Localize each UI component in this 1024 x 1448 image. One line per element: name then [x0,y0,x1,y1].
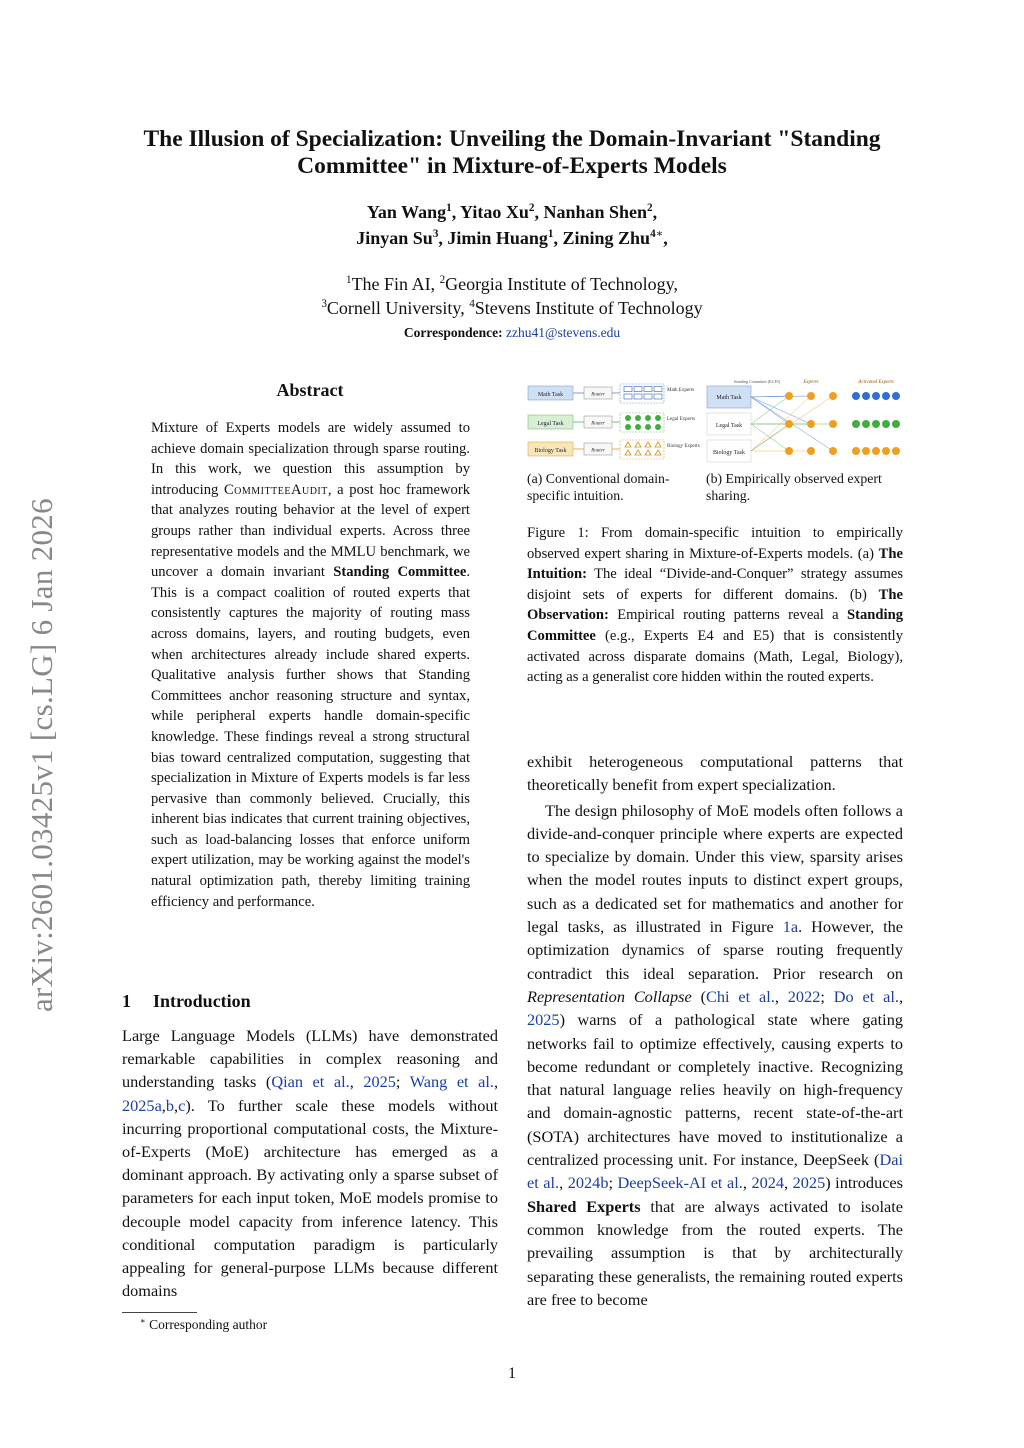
citation-link[interactable]: 2025 [527,1010,560,1030]
affiliation-line-2 [100,296,924,320]
affil-sup: 3 [321,298,327,310]
panel-b-header-activated: Activated Experts [858,380,894,385]
citation-link[interactable]: Dai et al. [527,1150,903,1193]
body-text: , [349,1072,364,1092]
body-text: , [174,1095,179,1115]
italic-term: Representation Collapse [527,986,692,1006]
affil-sup: 1 [345,274,352,286]
abstract-bold-term: Standing Committee [333,564,467,581]
body-text: ; [820,986,834,1006]
footnote-text: Corresponding author [145,1317,268,1332]
correspondence [100,325,924,341]
body-text: ; [395,1072,410,1092]
correspondence-label: Correspondence: [403,325,503,340]
figure-ref-link[interactable]: 1a [782,917,799,937]
panel-a-row-math [528,384,694,403]
body-text: , [559,1173,568,1193]
abstract-heading: Abstract [276,380,344,400]
paragraph-design-philosophy [527,799,903,1312]
author-line-1 [100,199,924,225]
paragraph-continuation: exhibit heterogeneous computational patterns that theoretically benefit from expert specialization. [527,752,903,795]
bold-term: Shared Experts [527,1196,641,1216]
panel-b-header-experts: Experts [803,380,819,385]
author-name: Yitao Xu [460,202,529,222]
caption-bold: Standing Committee [527,607,903,644]
caption-text: Empirical routing patterns reveal a [608,607,848,624]
body-text: Large Language Models (LLMs) have demonstrated remarkable capabilities in complex reasoning and understanding tasks ( [122,1026,498,1092]
citation-link[interactable]: b [165,1095,175,1115]
caption-text: (e.g., Experts E4 and E5) that is consistently activated across disparate domains (Math, Legal, Biology), acting as a generalist core hidden within the routed experts. [527,627,903,686]
body-text: The design philosophy of MoE models often follows a divide-and-conquer principle where experts are expected to specialize by domain. Under this view, sparsity arises when the model routes inputs to distinct expert groups, such as a dedicated set for mathematics and another for legal tasks, as illustrated in Figure [527,800,903,937]
author-sup: 1 [446,202,452,214]
affiliations [100,272,924,320]
task-label: Biology Task [713,450,745,456]
footnote-rule [122,1312,197,1313]
figure-1-caption [527,523,903,688]
citation-link[interactable]: Chi et al. [706,986,775,1006]
body-text: , [774,986,788,1006]
author-name: Jimin Huang [447,228,548,248]
author-name: Zining Zhu [562,228,651,248]
corresponding-mark: ∗ [655,228,664,240]
body-text: , [784,1173,793,1193]
author-sep: , [534,202,544,222]
panel-a-row-legal [528,413,695,432]
author-sep: , [553,228,563,248]
body-text: , [898,986,904,1006]
caption-text: Figure 1: From domain-specific intuition to empirically observed expert sharing in Mixture-of-Experts models. (a) [527,525,903,562]
expert-group-label: Biology Experts [667,444,700,449]
author-sup: 4 [650,228,656,240]
body-text: , [742,1173,752,1193]
arxiv-identifier: arXiv:2601.03425v1 [cs.LG] 6 Jan 2026 [24,498,59,1012]
expert-group-label: Math Experts [667,388,695,393]
expert-nodes [785,392,837,455]
affil-name: The Fin AI, [351,274,440,294]
author-sep: , [438,228,448,248]
author-name: Jinyan Su [356,228,433,248]
expert-group-label: Legal Experts [667,417,695,422]
activated-math [852,392,900,400]
caption-bold: The Observation: [527,586,903,624]
abstract-text: Mixture of Experts models are widely assumed to achieve domain specialization through sparse routing. In this work, we question this assumption by introducing [151,420,470,498]
author-list [100,199,924,251]
body-text: , [161,1095,166,1115]
body-text: ) introduces [825,1173,903,1193]
citation-link[interactable]: c [178,1095,186,1115]
footnote [140,1317,267,1333]
intro-left-column [122,1024,498,1302]
author-line-2 [100,225,924,251]
author-sep: , [663,228,668,248]
title-line-1: The Illusion of Specialization: Unveiling the Domain-Invariant "Standing [143,126,881,152]
task-label: Legal Task [537,421,564,427]
page-number: 1 [508,1365,516,1382]
task-label: Math Task [537,392,564,398]
citation-link[interactable]: Do et al. [833,986,899,1006]
router-label: Router [591,392,605,398]
panel-a-row-biology [528,440,700,459]
task-label: Biology Task [534,448,567,454]
author-name: Nanhan Shen [543,202,648,222]
correspondence-email-link[interactable]: zzhu41@stevens.edu [506,325,621,340]
subcaption-b: (b) Empirically observed expert sharing. [706,471,882,503]
citation-link[interactable]: DeepSeek-AI et al. [617,1173,743,1193]
author-sup: 3 [432,228,439,240]
author-name: Yan Wang [366,202,447,222]
caption-text: The ideal “Divide-and-Conquer” strategy assumes disjoint sets of experts for different domains. (b) [527,566,903,603]
citation-link[interactable]: 2024 [751,1173,785,1193]
intro-right-column [527,750,903,1311]
affiliation-line-1 [100,272,924,296]
section-heading [122,991,251,1012]
caption-bold: The Intuition: [527,545,903,583]
author-sup: 2 [647,202,653,214]
body-text: , [493,1072,499,1092]
citation-link[interactable]: Wang et al. [409,1072,494,1092]
body-text: that are always activated to isolate common knowledge from the routed experts. The prevailing assumption is that by architecturally separating these generalists, the remaining routed experts are free to become [527,1196,904,1309]
affil-name: Stevens Institute of Technology [474,298,703,318]
activated-biology [852,447,900,455]
router-label: Router [591,448,605,454]
subcaption-a: (a) Conventional domain-specific intuition. [527,471,670,503]
citation-link[interactable]: 2024b [567,1173,609,1193]
task-label: Math Task [716,395,742,401]
author-sep: , [451,202,461,222]
affil-sup: 4 [469,298,475,310]
framework-name: CommitteeAudit [223,481,328,498]
affil-sup: 2 [439,274,446,286]
abstract-text: , a post hoc framework that analyzes routing behavior at the level of expert groups rather than individual experts. Across three representative models and the MMLU benchmark, we uncover a domain invariant [151,481,470,581]
citation-link[interactable]: 2025 [363,1072,396,1092]
citation-link[interactable]: 2022 [787,986,821,1006]
panel-b [707,379,900,462]
activated-legal [852,420,900,428]
paper-title [100,126,924,180]
panel-b-header-left: Standing Committee (E4,E5) [733,379,781,384]
citation-link[interactable]: Qian et al. [271,1072,350,1092]
body-text: ( [691,986,707,1006]
section-number: 1 [122,991,131,1011]
section-title: Introduction [153,991,251,1011]
author-sup: 1 [547,228,554,240]
panel-a [528,384,700,459]
router-label: Router [591,421,605,427]
affil-name: Cornell University, [326,298,470,318]
affil-name: Georgia Institute of Technology, [445,274,678,294]
figure-1-diagram [527,377,903,469]
abstract-text: . This is a compact coalition of routed experts that consistently captures the majority of routing mass across domains, layers, and routing budgets, even when architectures already include shared experts. Qualitative analysis further shows that Standing Committees anchor reasoning structure and syntax, while peripheral experts handle domain-specific knowledge. These findings reveal a strong structural bias toward centralized computation, suggesting that specialization in Mixture of Experts models is far less pervasive than commonly believed. Crucially, this inherent bias indicates that current training objectives, such as load-balancing losses that enforce uniform expert utilization, may be working against the model's natural optimization path, thereby limiting training efficiency and performance. [151,564,470,910]
task-label: Legal Task [715,423,743,429]
footnote-mark: ∗ [140,1316,146,1326]
author-sup: 2 [528,202,535,214]
citation-link[interactable]: 2025a [122,1095,162,1115]
title-line-2: Committee" in Mixture-of-Experts Models [297,153,727,179]
abstract-body [151,418,470,912]
citation-link[interactable]: 2025 [792,1173,826,1193]
body-text: ) warns of a pathological state where gating networks fail to optimize effectively, causing experts to become redundant or completely inactive. Recognizing that natural language relies heavily on high-frequency and domain-agnostic patterns, recent state-of-the-art (SOTA) architectures have moved to institutionalize a centralized processing unit. For instance, DeepSeek ( [527,1010,903,1170]
body-text: . However, the optimization dynamics of sparse routing frequently contradict this ideal separation. Prior research on [527,917,903,983]
body-text: ; [608,1173,618,1193]
author-sep: , [652,202,658,222]
body-text: ). To further scale these models without incurring proportional computational costs, the Mixture-of-Experts (MoE) architecture has emerged as a dominant approach. By activating only a sparse subset of parameters for each input token, MoE models promise to decouple model capacity from inference latency. This conditional computation paradigm is particularly appealing for general-purpose LLMs because different domains [122,1095,498,1301]
